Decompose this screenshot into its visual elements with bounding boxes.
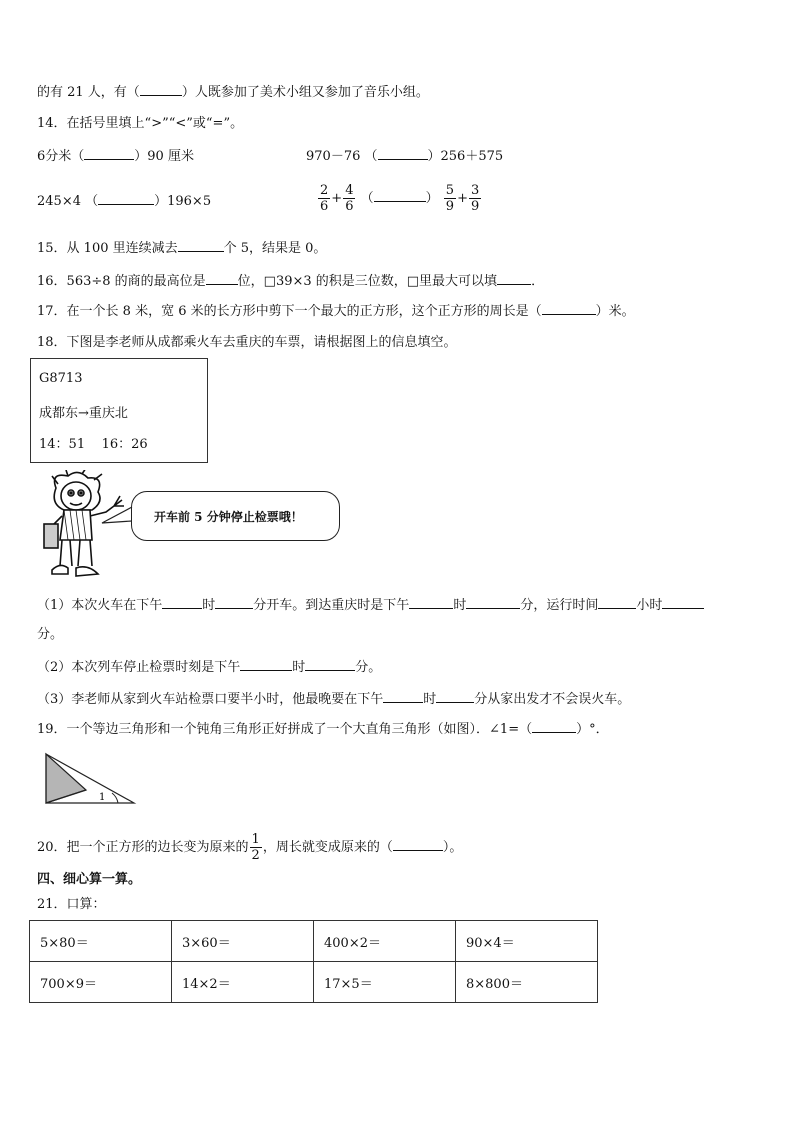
q18-sub1: （1）本次火车在下午 时 分开车。到达重庆时是下午 时 分，运行时间 小时 xyxy=(37,594,704,616)
answer-blank[interactable] xyxy=(374,187,426,202)
ticket-train-number: G8713 xyxy=(39,371,83,386)
answer-blank[interactable] xyxy=(140,81,182,96)
section-heading: 四、细心算一算。 xyxy=(37,872,142,887)
q18-sub2: （2）本次列车停止检票时刻是下午 时 分。 xyxy=(37,656,381,678)
answer-blank[interactable] xyxy=(178,237,224,252)
bubble-tail xyxy=(100,505,134,529)
table-cell[interactable]: 8×800＝ xyxy=(456,962,598,1003)
speech-bubble: 开车前 5 分钟停止检票哦！ xyxy=(131,491,340,541)
answer-blank[interactable] xyxy=(378,145,428,160)
ticket-route: 成都东→重庆北 xyxy=(39,406,128,421)
q13-tail: 的有 21 人，有（ ）人既参加了美术小组又参加了音乐小组。 xyxy=(37,81,429,103)
fraction: $\frac{2}{6}$ xyxy=(320,183,329,214)
q19: 19．一个等边三角形和一个钝角三角形正好拼成了一个大直角三角形（如图）．∠1=（ ）°． xyxy=(37,718,609,740)
fraction: $\frac{1}{2}$ xyxy=(251,832,260,863)
q21-title: 21．口算： xyxy=(37,897,106,912)
answer-blank[interactable] xyxy=(662,594,704,609)
q14-row2-left: 245×4 （ ）196×5 xyxy=(37,190,211,212)
q14-row1-right: 970－76 （ ）256＋575 xyxy=(306,145,503,167)
answer-blank[interactable] xyxy=(206,270,238,285)
answer-blank[interactable] xyxy=(393,836,443,851)
answer-blank[interactable] xyxy=(598,594,636,609)
answer-blank[interactable] xyxy=(497,270,531,285)
answer-blank[interactable] xyxy=(240,656,292,671)
q18-sub3: （3）李老师从家到火车站检票口要半小时，他最晚要在下午 时 分从家出发才不会误火车。 xyxy=(37,688,630,710)
answer-blank[interactable] xyxy=(466,594,520,609)
fraction: $\frac{4}{6}$ xyxy=(345,183,354,214)
q15: 15．从 100 里连续减去 个 5，结果是 0。 xyxy=(37,237,326,259)
train-ticket xyxy=(30,358,208,463)
q16: 16．563÷8 的商的最高位是 位，□39×3 的积是三位数，□里最大可以填 ． xyxy=(37,270,544,292)
table-row xyxy=(30,921,598,962)
answer-blank[interactable] xyxy=(436,688,474,703)
answer-blank[interactable] xyxy=(84,145,134,160)
table-cell[interactable]: 5×80＝ xyxy=(30,921,172,962)
mental-math-table xyxy=(29,920,598,1003)
q14-row1-left: 6分米（ ）90 厘米 xyxy=(37,145,194,167)
q18-sub1-end: 分。 xyxy=(37,627,64,642)
table-cell[interactable]: 90×4＝ xyxy=(456,921,598,962)
fraction: $\frac{5}{9}$ xyxy=(445,183,455,214)
triangle-figure xyxy=(40,750,140,806)
answer-blank[interactable] xyxy=(383,688,423,703)
answer-blank[interactable] xyxy=(532,718,576,733)
q20: 20．把一个正方形的边长变为原来的 $\frac{1}{2}$ ，周长就变成原来的（ ）。 xyxy=(37,832,463,863)
answer-blank[interactable] xyxy=(542,300,596,315)
table-cell[interactable]: 3×60＝ xyxy=(172,921,314,962)
ticket-times: 14：51 16：26 xyxy=(39,437,148,452)
table-cell[interactable]: 17×5＝ xyxy=(314,962,456,1003)
answer-blank[interactable] xyxy=(215,594,253,609)
answer-blank[interactable] xyxy=(305,656,355,671)
q18-title: 18．下图是李老师从成都乘火车去重庆的车票，请根据图上的信息填空。 xyxy=(37,335,457,350)
table-cell[interactable]: 700×9＝ xyxy=(30,962,172,1003)
angle-label: 1 xyxy=(99,792,106,803)
q14-row2-right: $\frac{2}{6}$ + $\frac{4}{6}$ （ ） $\frac{5}{9}$ + $\frac{3}{9}$ xyxy=(320,183,480,214)
q14-title: 14．在括号里填上“>”“<”或“=”。 xyxy=(37,116,244,131)
table-row xyxy=(30,962,598,1003)
answer-blank[interactable] xyxy=(162,594,202,609)
answer-blank[interactable] xyxy=(98,190,154,205)
table-cell[interactable]: 14×2＝ xyxy=(172,962,314,1003)
fraction: $\frac{3}{9}$ xyxy=(470,183,480,214)
q17: 17．在一个长 8 米，宽 6 米的长方形中剪下一个最大的正方形，这个正方形的周长是（ ）米。 xyxy=(37,300,635,322)
answer-blank[interactable] xyxy=(409,594,453,609)
table-cell[interactable]: 400×2＝ xyxy=(314,921,456,962)
